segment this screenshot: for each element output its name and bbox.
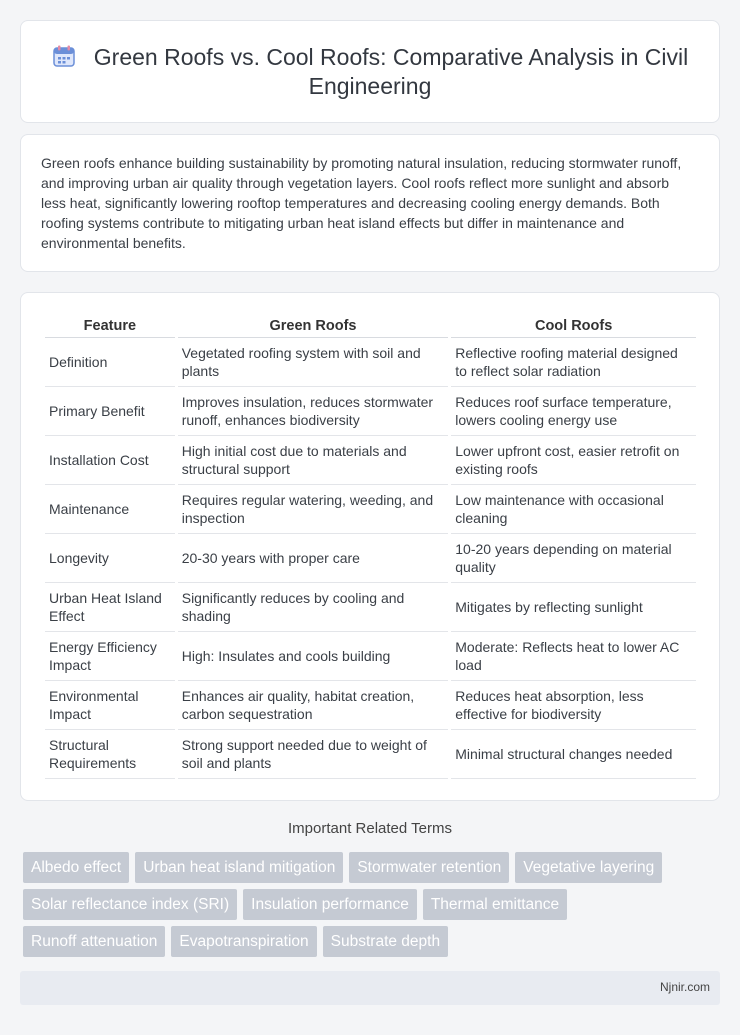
related-terms-heading: Important Related Terms — [288, 820, 452, 837]
green-roofs-cell: Strong support needed due to weight of soil and plants — [178, 730, 449, 779]
tag-substrate-depth[interactable]: Substrate depth — [323, 926, 448, 957]
tag-row — [23, 889, 723, 926]
title-card — [20, 20, 720, 123]
table-row — [45, 583, 696, 632]
feature-cell: Primary Benefit — [45, 387, 175, 436]
tag-albedo-effect[interactable]: Albedo effect — [23, 852, 129, 883]
comparison-table-card — [20, 292, 720, 801]
page-title — [51, 43, 689, 101]
tag-thermal-emittance[interactable]: Thermal emittance — [423, 889, 567, 920]
green-roofs-cell: Significantly reduces by cooling and shading — [178, 583, 449, 632]
table-row — [45, 632, 696, 681]
green-roofs-cell: Enhances air quality, habitat creation, carbon sequestration — [178, 681, 449, 730]
tag-solar-reflectance-index[interactable]: Solar reflectance index (SRI) — [23, 889, 237, 920]
green-roofs-cell: Requires regular watering, weeding, and inspection — [178, 485, 449, 534]
intro-card — [20, 134, 720, 272]
feature-cell: Structural Requirements — [45, 730, 175, 779]
feature-cell: Definition — [45, 338, 175, 387]
header-feature: Feature — [45, 313, 175, 338]
feature-cell: Energy Efficiency Impact — [45, 632, 175, 681]
footer-site-link[interactable]: Njnir.com — [659, 980, 710, 994]
cool-roofs-cell: Reduces heat absorption, less effective for biodiversity — [451, 681, 696, 730]
cool-roofs-cell: Mitigates by reflecting sunlight — [451, 583, 696, 632]
table-row — [45, 485, 696, 534]
table-header-row — [45, 313, 696, 338]
green-roofs-cell: High initial cost due to materials and structural support — [178, 436, 449, 485]
cool-roofs-cell: Reduces roof surface temperature, lowers cooling energy use — [451, 387, 696, 436]
table-row — [45, 730, 696, 779]
green-roofs-cell: 20-30 years with proper care — [178, 534, 449, 583]
page-title-text: Green Roofs vs. Cool Roofs: Comparative Analysis in Civil Engineering — [93, 44, 689, 99]
calendar-icon — [52, 44, 76, 68]
tag-evapotranspiration[interactable]: Evapotranspiration — [171, 926, 316, 957]
cool-roofs-cell: Reflective roofing material designed to reflect solar radiation — [451, 338, 696, 387]
feature-cell: Installation Cost — [45, 436, 175, 485]
tag-stormwater-retention[interactable]: Stormwater retention — [349, 852, 509, 883]
feature-cell: Environmental Impact — [45, 681, 175, 730]
table-row — [45, 681, 696, 730]
tag-runoff-attenuation[interactable]: Runoff attenuation — [23, 926, 165, 957]
feature-cell: Urban Heat Island Effect — [45, 583, 175, 632]
header-green-roofs: Green Roofs — [178, 313, 449, 338]
footer — [20, 971, 720, 1005]
tag-vegetative-layering[interactable]: Vegetative layering — [515, 852, 662, 883]
cool-roofs-cell: 10-20 years depending on material quality — [451, 534, 696, 583]
green-roofs-cell: Improves insulation, reduces stormwater runoff, enhances biodiversity — [178, 387, 449, 436]
related-terms-tags — [23, 852, 723, 963]
cool-roofs-cell: Lower upfront cost, easier retrofit on existing roofs — [451, 436, 696, 485]
comparison-table — [42, 313, 699, 779]
green-roofs-cell: High: Insulates and cools building — [178, 632, 449, 681]
tag-insulation-performance[interactable]: Insulation performance — [243, 889, 417, 920]
tag-row — [23, 926, 723, 963]
green-roofs-cell: Vegetated roofing system with soil and plants — [178, 338, 449, 387]
header-cool-roofs: Cool Roofs — [451, 313, 696, 338]
cool-roofs-cell: Minimal structural changes needed — [451, 730, 696, 779]
cool-roofs-cell: Moderate: Reflects heat to lower AC load — [451, 632, 696, 681]
table-row — [45, 338, 696, 387]
cool-roofs-cell: Low maintenance with occasional cleaning — [451, 485, 696, 534]
tag-row — [23, 852, 723, 889]
table-row — [45, 534, 696, 583]
table-row — [45, 436, 696, 485]
feature-cell: Maintenance — [45, 485, 175, 534]
feature-cell: Longevity — [45, 534, 175, 583]
table-row — [45, 387, 696, 436]
intro-paragraph: Green roofs enhance building sustainability by promoting natural insulation, reducing stormwater runoff, and improving urban air quality through vegetation layers. Cool roofs reflect more sunlight and absorb less heat, significantly lowering rooftop temperatures and decreasing cooling energy demands. Both roofing systems contribute to mitigating urban heat island effects but differ in maintenance and environmental benefits. — [41, 155, 682, 251]
tag-urban-heat-island-mitigation[interactable]: Urban heat island mitigation — [135, 852, 343, 883]
